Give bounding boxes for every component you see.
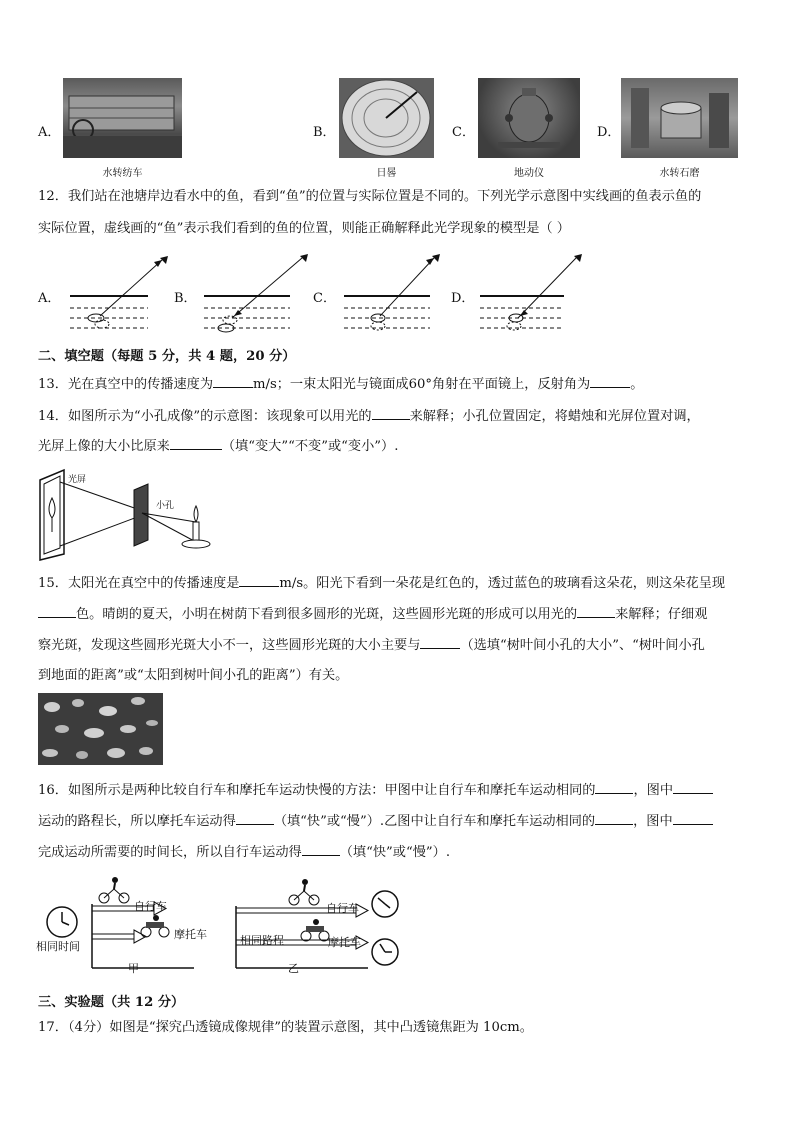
- q16-blank-5[interactable]: [673, 812, 713, 825]
- water-mill-image: [621, 78, 738, 158]
- q12-option-b-diagram: [202, 252, 312, 340]
- sundial-image: [339, 78, 434, 158]
- q15-part-3a: 察光斑，发现这些圆形光斑大小不一，这些圆形光斑的大小主要与: [38, 638, 421, 653]
- q12-option-d-diagram: [478, 252, 588, 340]
- q12-option-b-label: B．: [174, 291, 197, 306]
- q13-part-1: 13．光在真空中的传播速度为: [38, 377, 214, 392]
- q16-line-3: [38, 843, 450, 862]
- eye-icon: [432, 254, 440, 262]
- q17-text: 17．（4分）如图是“探究凸透镜成像规律”的装置示意图，其中凸透镜焦距为 10cm。: [38, 1020, 533, 1035]
- q16-blank-3[interactable]: [236, 812, 274, 825]
- q13-blank-1[interactable]: [213, 375, 253, 388]
- q14-part-1b: 来解释；小孔位置固定，将蜡烛和光屏位置对调，: [409, 409, 700, 424]
- q11-option-b-image: [339, 78, 434, 158]
- q12-option-d-label: D．: [451, 291, 475, 306]
- q13-line: [38, 375, 643, 394]
- q11-option-b-label: B．: [313, 125, 336, 140]
- q12-option-c-diagram: [342, 252, 452, 340]
- eye-icon: [574, 254, 582, 262]
- bicycle-icon: [289, 879, 319, 905]
- q16-part-1a: 16．如图所示是两种比较自行车和摩托车运动快慢的方法：甲图中让自行车和摩托车运动相同的: [38, 783, 596, 798]
- candle-icon: [193, 522, 199, 542]
- q16-part-2c: ，图中: [633, 814, 673, 829]
- q15-part-2a: 色。晴朗的夏天，小明在树荫下看到很多圆形的光斑，这些圆形光斑的形成可以用光的: [76, 607, 578, 622]
- light-spots-image: [38, 693, 163, 765]
- q15-part-1a: 15．太阳光在真空中的传播速度是: [38, 576, 240, 591]
- pinhole-diagram: [36, 468, 216, 562]
- q14-part-1a: 14．如图所示为“小孔成像”的示意图：该现象可以用光的: [38, 409, 372, 424]
- q15-blank-3[interactable]: [577, 605, 615, 618]
- q15-line-4: 到地面的距离”或“太阳到树叶间小孔的距离”）有关。: [38, 668, 349, 683]
- q15-part-1b: m/s。阳光下看到一朵花是红色的，透过蓝色的玻璃看这朵花，则这朵花呈现: [279, 576, 726, 591]
- q11-option-a-image: [63, 78, 182, 158]
- q16-figure-jia: [36, 872, 216, 976]
- q15-line-3: [38, 636, 705, 655]
- same-distance-label: 相同路程: [240, 934, 284, 947]
- q11-option-c-image: [478, 78, 580, 158]
- q16-part-1b: ，图中: [633, 783, 674, 798]
- jia-bike-label: 自行车: [134, 900, 167, 913]
- q15-part-2b: 来解释；仔细观: [615, 607, 708, 622]
- q16-blank-4[interactable]: [595, 812, 633, 825]
- section-2-title: 二、填空题（每题 5 分，共 4 题，20 分）: [38, 349, 296, 364]
- q12-line-2: 实际位置，虚线画的“鱼”表示我们看到的鱼的位置，则能正确解释此光学现象的模型是（ ）: [38, 221, 570, 236]
- q16-part-2a: 运动的路程长，所以摩托车运动得: [38, 814, 236, 829]
- q11-option-c-caption: 地动仪: [514, 168, 544, 179]
- q14-blank-1[interactable]: [372, 407, 410, 420]
- spinning-wheel-image: [63, 78, 182, 158]
- seismograph-image: [478, 78, 580, 158]
- fish-image-icon: [223, 316, 237, 324]
- motorcycle-icon: [141, 915, 169, 937]
- q14-line-2: [38, 437, 398, 456]
- q11-option-d-label: D．: [597, 125, 621, 140]
- q14-blank-2[interactable]: [170, 437, 222, 450]
- q13-part-3: 。: [630, 377, 644, 392]
- q15-blank-2[interactable]: [38, 605, 76, 618]
- q11-option-d-caption: 水转石磨: [659, 168, 700, 179]
- eye-icon: [300, 254, 308, 262]
- q12-option-c-label: C．: [313, 291, 336, 306]
- q11-option-a-caption: 水转纺车: [102, 168, 143, 179]
- yi-bike-label: 自行车: [326, 902, 359, 915]
- eye-icon: [160, 256, 168, 264]
- bicycle-icon: [99, 877, 129, 903]
- q14-line-1: [38, 407, 700, 426]
- fish-image-icon: [371, 322, 385, 330]
- q16-blank-2[interactable]: [673, 781, 713, 794]
- q15-line-1: [38, 574, 725, 593]
- same-time-label: 相同时间: [36, 940, 80, 953]
- q16-blank-1[interactable]: [595, 781, 633, 794]
- q16-blank-6[interactable]: [302, 843, 340, 856]
- q13-part-2: m/s；一束太阳光与镜面成60°角射在平面镜上，反射角为: [253, 377, 591, 392]
- q15-blank-4[interactable]: [420, 636, 460, 649]
- q11-option-a-label: A．: [38, 125, 61, 140]
- q15-part-3b: （选填“树叶间小孔的大小”、“树叶间小孔: [460, 638, 705, 653]
- q16-line-1: [38, 781, 713, 800]
- q11-option-d-image: [621, 78, 738, 158]
- yi-label: 乙: [288, 962, 299, 975]
- jia-label: 甲: [128, 962, 139, 975]
- q16-part-2b: （填“快”或“慢”）.乙图中让自行车和摩托车运动相同的: [273, 814, 596, 829]
- q16-figure-yi: [230, 872, 410, 976]
- q11-option-c-label: C．: [452, 125, 475, 140]
- q12-line-1: 12．我们站在池塘岸边看水中的鱼，看到“鱼”的位置与实际位置是不同的。下列光学示意图中实线画的鱼表示鱼的: [38, 189, 702, 204]
- light-spots-shapes: [38, 693, 163, 765]
- screen-label: 光屏: [68, 475, 87, 485]
- q11-option-b-caption: 日晷: [376, 168, 397, 179]
- section-3-title: 三、实验题（共 12 分）: [38, 995, 185, 1010]
- q16-line-2: [38, 812, 713, 831]
- pinhole-label: 小孔: [156, 501, 175, 511]
- yi-moto-label: 摩托车: [328, 936, 361, 949]
- q12-option-a-diagram: [68, 252, 178, 340]
- fish-image-icon: [507, 322, 521, 330]
- q16-part-3a: 完成运动所需要的时间长，所以自行车运动得: [38, 845, 302, 860]
- jia-moto-label: 摩托车: [174, 928, 207, 941]
- q16-part-3b: （填“快”或“慢”）.: [339, 845, 451, 860]
- q14-part-2b: （填“变大”“不变”或“变小”）.: [221, 439, 399, 454]
- q14-part-2a: 光屏上像的大小比原来: [38, 439, 170, 454]
- q13-blank-2[interactable]: [590, 375, 630, 388]
- q12-option-a-label: A．: [38, 291, 61, 306]
- candle-flame-icon: [194, 506, 198, 522]
- q15-line-2: [38, 605, 707, 624]
- motorcycle-icon: [301, 919, 329, 941]
- q15-blank-1[interactable]: [239, 574, 279, 587]
